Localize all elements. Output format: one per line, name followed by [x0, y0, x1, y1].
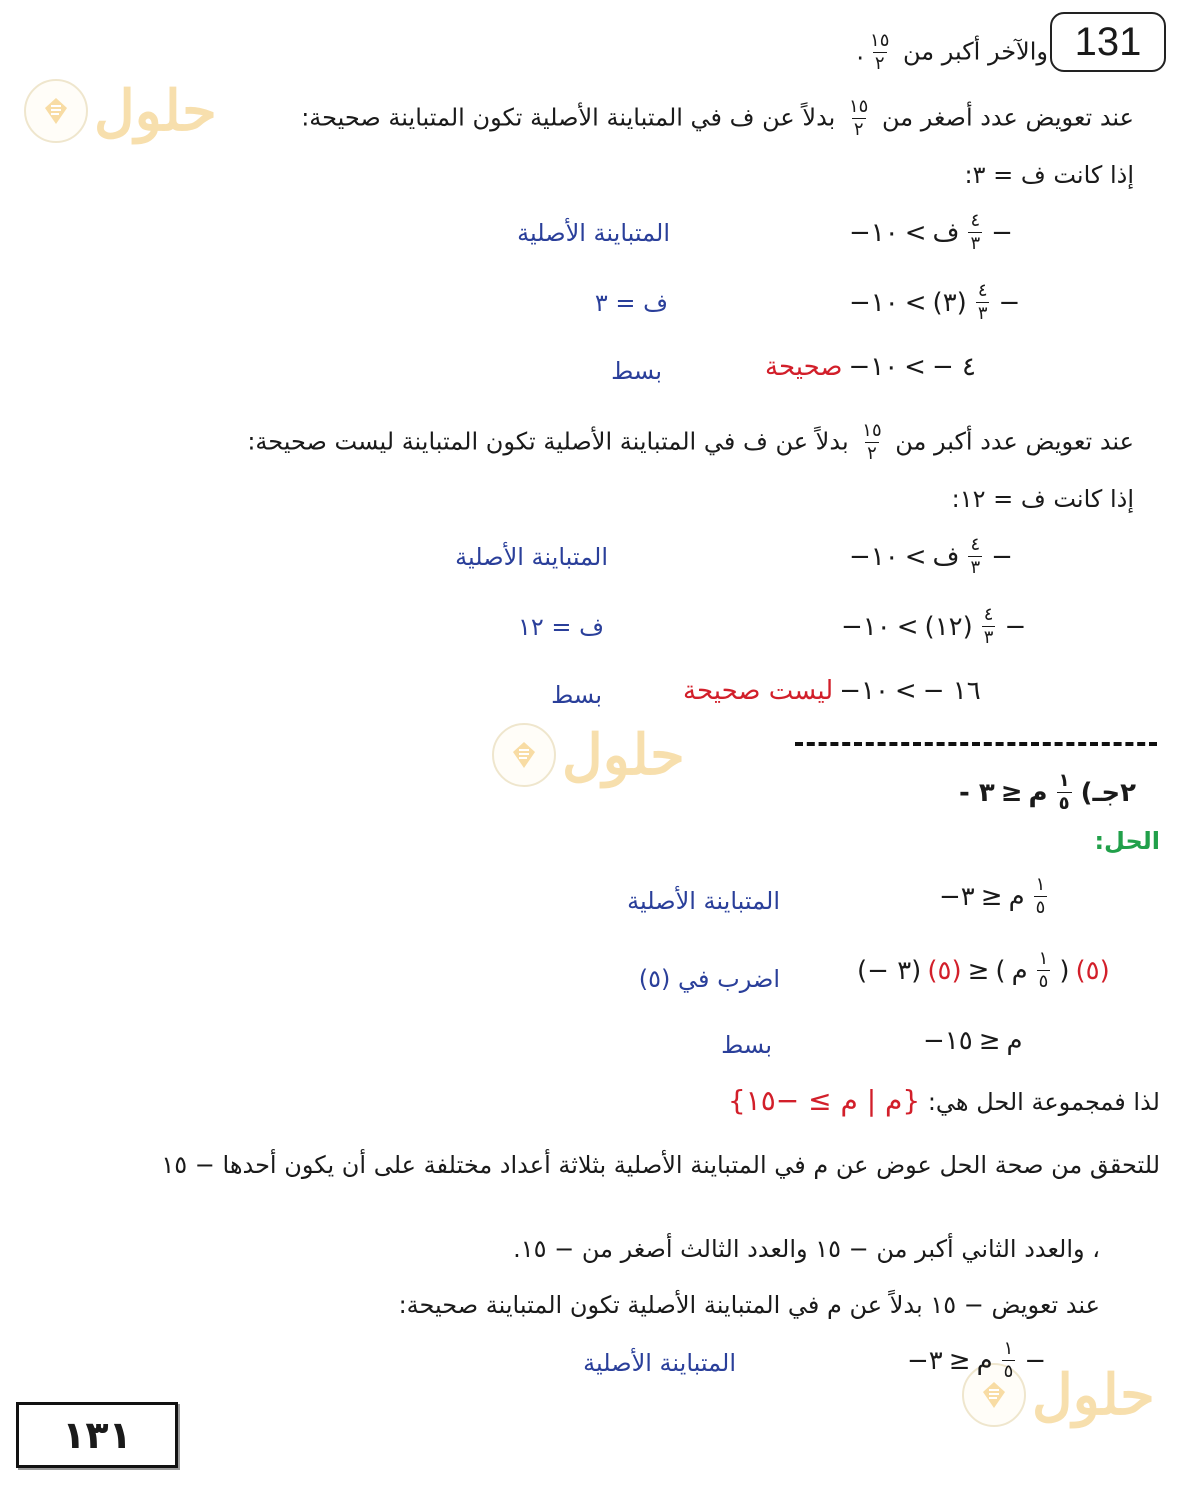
verdict-false: ليست صحيحة: [683, 676, 834, 706]
check-line2: ، والعدد الثاني أكبر من − ١٥ والعدد الثالث أصغر من − ١٥.: [513, 1235, 1100, 1263]
case1-condition: إذا كانت ف = ٣:: [964, 161, 1134, 189]
rhs: −١٠: [848, 352, 899, 382]
watermark-logo: [492, 722, 685, 788]
solution-step1-note: المتباينة الأصلية: [627, 887, 780, 915]
multiplier: (٥): [927, 955, 962, 986]
relation: <: [904, 287, 927, 318]
relation: <: [894, 676, 917, 706]
fraction: [868, 32, 891, 73]
rhs: −١٠: [849, 217, 899, 248]
solution-set-line: [728, 1084, 1160, 1119]
fraction-denominator: ٥: [1003, 1361, 1014, 1382]
rhs: (− ٣): [857, 955, 922, 986]
fraction-numerator: ١: [1038, 948, 1049, 969]
book-icon: [492, 723, 556, 787]
watermark-text: حلول: [94, 78, 217, 144]
case2-step1: [846, 536, 1016, 577]
fraction-denominator: ٢: [874, 53, 885, 74]
note-text: اضرب في: [678, 965, 780, 993]
rhs: −١٠: [849, 287, 899, 318]
relation: <: [904, 217, 927, 248]
case1-step1: [846, 212, 1016, 253]
footer-page-number-text: ١٣١: [62, 1413, 132, 1457]
minus-sign: −: [1004, 611, 1027, 642]
minus-sign: −: [991, 217, 1013, 248]
fraction-numerator: ١: [1035, 874, 1046, 895]
variable: م: [1011, 955, 1028, 986]
case1-intro-b: بدلاً عن ف في المتباينة الأصلية تكون المتباينة صحيحة:: [301, 103, 836, 132]
rhs: −١٠: [849, 541, 899, 572]
lhs: م: [1006, 1026, 1023, 1056]
case2-step2: [838, 606, 1029, 647]
fraction-numerator: ١٥: [870, 30, 890, 51]
rhs: −١٠: [839, 676, 889, 706]
fraction-denominator: ٢: [853, 119, 864, 140]
case2-step2-note: ف = ١٢: [517, 613, 604, 641]
relation: ≥: [978, 1026, 1001, 1056]
fraction-denominator: ٥: [1058, 793, 1070, 814]
fraction-denominator: ٣: [970, 557, 981, 578]
fraction: [979, 606, 999, 647]
case2-step1-note: المتباينة الأصلية: [455, 543, 608, 571]
intro-line: [856, 32, 1048, 73]
case1-step2: [846, 282, 1023, 323]
lhs: − ١٦: [922, 676, 981, 706]
book-icon: [24, 79, 88, 143]
watermark-text: حلول: [562, 722, 685, 788]
solution-step3: [920, 1026, 1026, 1056]
fraction-numerator: ١٥: [862, 420, 882, 441]
footer-page-number: [16, 1402, 178, 1468]
minus-sign: −: [998, 287, 1021, 318]
relation: ≥: [967, 955, 990, 986]
substituted-value: (٣): [932, 287, 967, 318]
variable: م: [1008, 881, 1025, 912]
relation: ≥: [980, 881, 1003, 912]
fraction-numerator: ١: [1058, 770, 1070, 791]
page-number-badge: [1050, 12, 1166, 72]
case2-intro-b: بدلاً عن ف في المتباينة الأصلية تكون المتباينة ليست صحيحة:: [247, 427, 849, 456]
check-line1: للتحقق من صحة الحل عوض عن م في المتباينة الأصلية بثلاثة أعداد مختلفة على أن يكون أحدها − ١٥: [161, 1151, 1160, 1179]
variable: ف: [932, 541, 960, 572]
case1-step3: [762, 352, 979, 382]
case2-step3: [680, 676, 984, 706]
fraction: [847, 98, 870, 139]
solution-step3-note: بسط: [721, 1031, 772, 1059]
fraction-numerator: ٤: [983, 604, 994, 625]
note-value: (٥): [638, 965, 671, 993]
fraction: [999, 1340, 1019, 1381]
case1-step1-note: المتباينة الأصلية: [517, 219, 670, 247]
fraction: [1031, 876, 1051, 917]
rhs: −١٠: [841, 611, 891, 642]
solution-step2: (− ٣) (٥) ≥ ( م $\frac{١}{٥}$ ) (٥): [857, 948, 1110, 992]
relation: ≥: [1000, 777, 1023, 808]
rhs: −١٥: [923, 1026, 973, 1056]
lhs: − ٤: [931, 352, 976, 382]
dashed-divider: [795, 742, 1157, 746]
case2-intro-a: عند تعويض عدد أكبر من: [895, 427, 1134, 456]
solution-set-label: لذا فمجموعة الحل هي:: [927, 1088, 1160, 1116]
intro-text: والآخر أكبر من: [903, 37, 1048, 66]
fraction: [973, 282, 993, 323]
fraction: [965, 212, 985, 253]
fraction: [860, 422, 883, 463]
fraction-numerator: ٤: [970, 210, 981, 231]
minus-sign: −: [1024, 1345, 1047, 1376]
variable: م: [976, 1345, 993, 1376]
check-step1-note: المتباينة الأصلية: [583, 1349, 736, 1377]
case2-condition: إذا كانت ف = ١٢:: [951, 485, 1134, 513]
fraction-numerator: ٤: [977, 280, 988, 301]
relation: <: [896, 611, 919, 642]
fraction-denominator: ٢: [867, 443, 877, 464]
fraction: [1034, 950, 1054, 991]
variable: م: [1028, 777, 1048, 808]
rhs: −٣: [907, 1345, 943, 1376]
fraction-denominator: ٣: [977, 303, 988, 324]
solution-step1: [936, 876, 1053, 917]
case1-intro-a: عند تعويض عدد أصغر من: [881, 103, 1134, 132]
fraction-denominator: ٥: [1038, 971, 1049, 992]
case1-intro: [301, 98, 1134, 139]
minus-sign: −: [991, 541, 1013, 572]
multiplier: (٥): [1075, 955, 1110, 986]
fraction: [965, 536, 985, 577]
case1-step3-note: بسط: [611, 357, 662, 385]
relation: <: [904, 352, 926, 382]
check-line3: عند تعويض − ١٥ بدلاً عن م في المتباينة الأصلية تكون المتباينة صحيحة:: [398, 1291, 1100, 1319]
fraction-numerator: ١٥: [849, 96, 869, 117]
rhs: −٣: [939, 881, 975, 912]
substituted-value: (١٢): [924, 611, 973, 642]
problem-label: ٢جـ): [1080, 777, 1136, 808]
case2-intro: [247, 422, 1134, 463]
fraction-numerator: ١: [1003, 1338, 1014, 1359]
fraction-numerator: ٤: [970, 534, 981, 555]
fraction-denominator: ٥: [1035, 897, 1046, 918]
fraction-denominator: ٣: [970, 233, 981, 254]
variable: ف: [932, 217, 960, 248]
case1-step2-note: ف = ٣: [594, 289, 668, 317]
solution-label: الحل:: [1094, 827, 1160, 855]
relation: <: [904, 541, 927, 572]
solution-set-value: {م | م ≥ −١٥}: [727, 1084, 921, 1117]
fraction: [1054, 772, 1075, 813]
page-number-text: 131: [1074, 19, 1142, 64]
watermark-text: حلول: [1032, 1362, 1155, 1428]
rhs: - ٣: [959, 777, 995, 808]
verdict-true: صحيحة: [765, 352, 843, 382]
watermark-logo: [24, 78, 217, 144]
relation: ≥: [948, 1345, 971, 1376]
period: .: [856, 37, 865, 66]
solution-step2-note: [639, 962, 780, 996]
fraction-denominator: ٣: [983, 627, 994, 648]
check-step1: [904, 1340, 1049, 1381]
case2-step3-note: بسط: [551, 681, 602, 709]
problem-statement: [956, 772, 1139, 813]
